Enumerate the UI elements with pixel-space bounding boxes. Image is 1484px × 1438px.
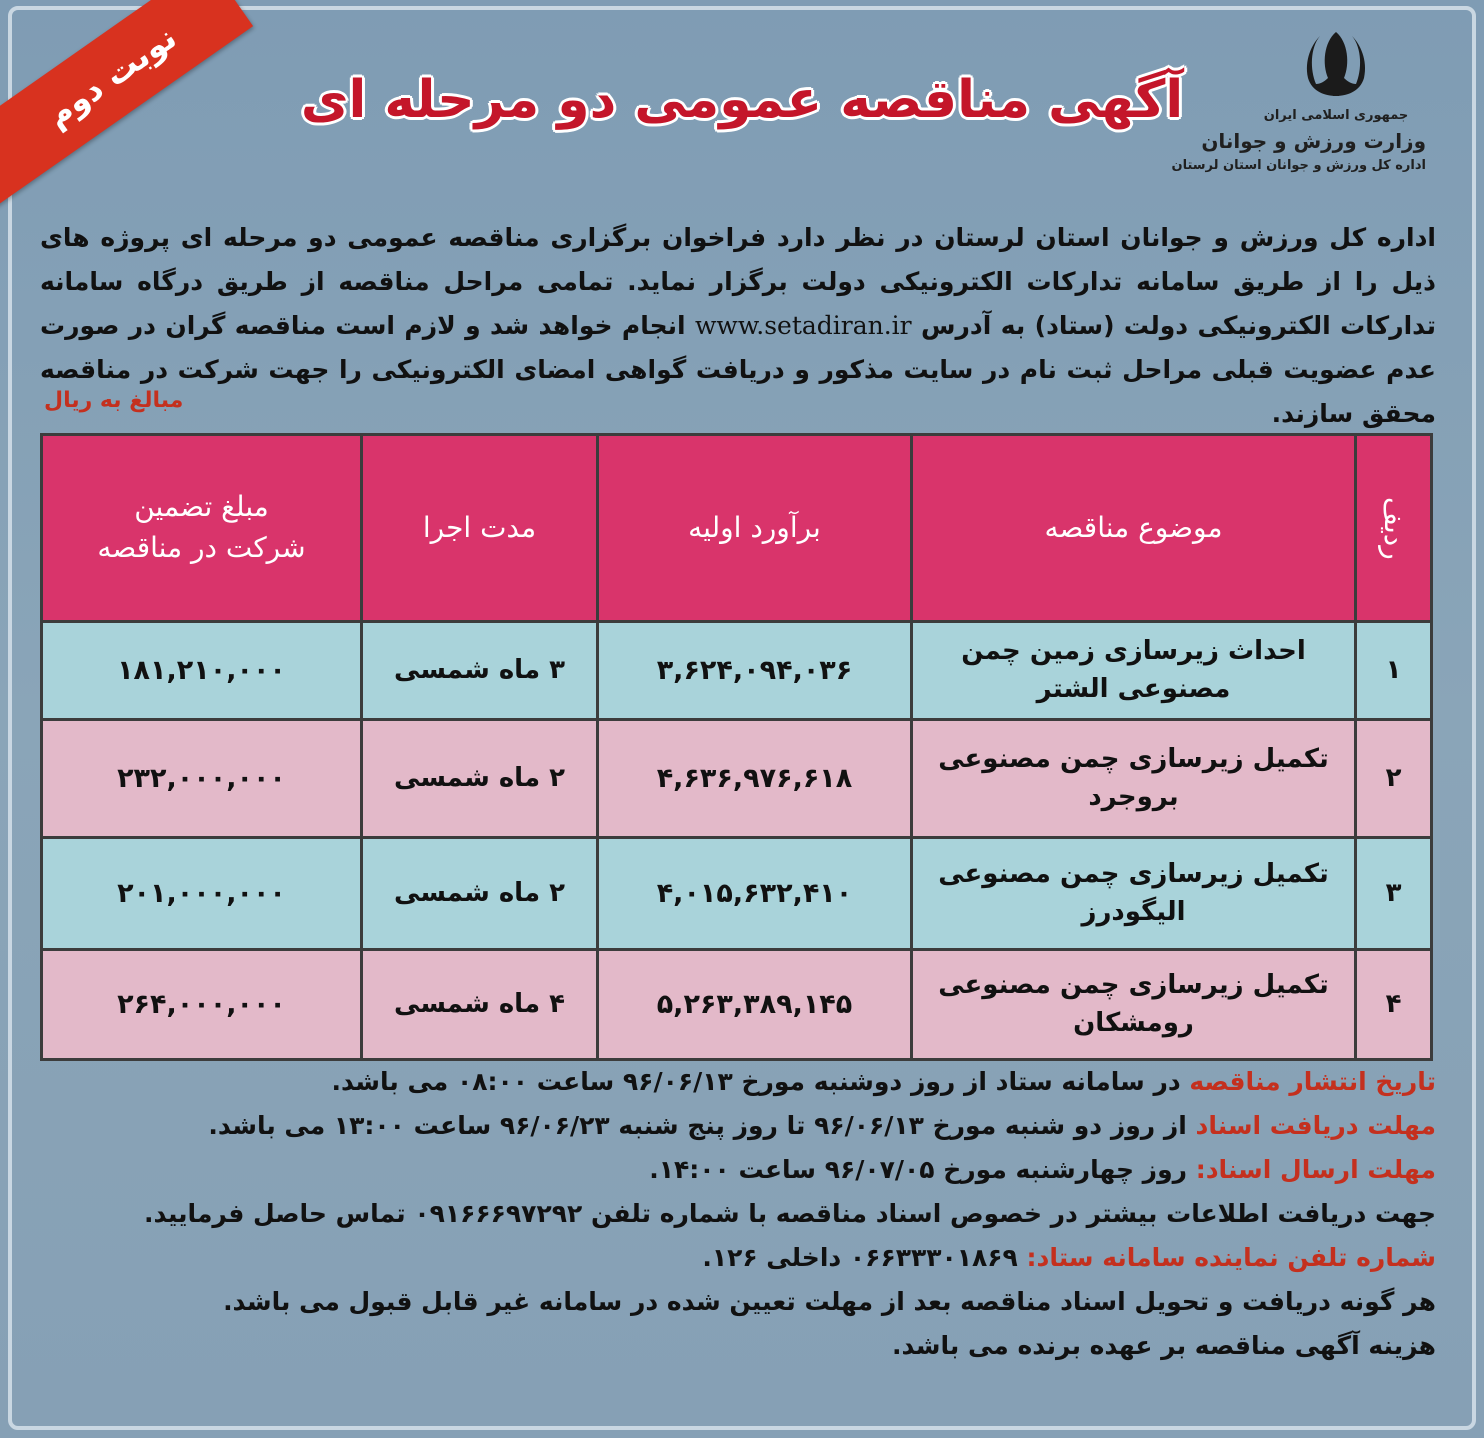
header-guarantee-line-1: مبلغ تضمین bbox=[134, 490, 269, 524]
setad-url-link[interactable]: www.setadiran.ir bbox=[695, 311, 912, 340]
receive-deadline-line bbox=[40, 1104, 1436, 1148]
table-header-row bbox=[42, 435, 1432, 622]
footer-details bbox=[40, 1060, 1436, 1368]
row-subject-line-1: تکمیل زیرسازی چمن مصنوعی bbox=[938, 969, 1329, 1000]
row-guarantee: ۱۸۱,۲۱۰,۰۰۰ bbox=[42, 622, 362, 720]
intro-part-2: انجام خواهد شد و لازم است مناقصه گران در صورت عدم عضویت قبلی مراحل ثبت نام در سایت مذکور و دریافت گواهی امضای الکترونیکی را جهت شرکت در مناقصه محقق سازند. bbox=[40, 311, 1436, 428]
info-line: جهت دریافت اطلاعات بیشتر در خصوص اسناد مناقصه با شماره تلفن ۰۹۱۶۶۶۹۷۲۹۲ تماس حاصل فرمایید. bbox=[144, 1199, 1436, 1228]
ribbon-text: نوبت دوم bbox=[39, 18, 184, 135]
iran-emblem-icon bbox=[1294, 26, 1378, 102]
header-row-number: ردیف bbox=[1356, 435, 1432, 622]
setad-label: شماره تلفن نماینده سامانه ستاد: bbox=[1026, 1243, 1436, 1272]
row-estimate: ۴,۰۱۵,۶۳۲,۴۱۰ bbox=[598, 838, 912, 950]
row-subject-line-2: مصنوعی الشتر bbox=[1036, 673, 1231, 704]
setad-phone-line bbox=[40, 1236, 1436, 1280]
table-row bbox=[42, 950, 1432, 1060]
row-estimate: ۴,۶۳۶,۹۷۶,۶۱۸ bbox=[598, 720, 912, 838]
table-row bbox=[42, 622, 1432, 720]
publish-label: تاریخ انتشار مناقصه bbox=[1189, 1067, 1436, 1096]
logo-line-3: اداره کل ورزش و جوانان استان لرستان bbox=[1171, 157, 1426, 173]
intro-paragraph bbox=[40, 216, 1436, 436]
header-subject: موضوع مناقصه bbox=[912, 435, 1356, 622]
receive-label: مهلت دریافت اسناد bbox=[1195, 1111, 1436, 1140]
logo-line-2: وزارت ورزش و جوانان bbox=[1201, 128, 1426, 153]
header-duration: مدت اجرا bbox=[362, 435, 598, 622]
row-subject-line-1: احداث زیرسازی زمین چمن bbox=[961, 635, 1306, 666]
receive-text: از روز دو شنبه مورخ ۹۶/۰۶/۱۳ تا روز پنج شنبه ۹۶/۰۶/۲۳ ساعت ۱۳:۰۰ می باشد. bbox=[208, 1111, 1187, 1140]
table-row bbox=[42, 720, 1432, 838]
send-label: مهلت ارسال اسناد: bbox=[1195, 1155, 1436, 1184]
setad-text: ۰۶۶۳۳۳۰۱۸۶۹ داخلی ۱۲۶. bbox=[702, 1243, 1018, 1272]
row-duration: ۳ ماه شمسی bbox=[362, 622, 598, 720]
row-number: ۲ bbox=[1356, 720, 1432, 838]
row-number: ۱ bbox=[1356, 622, 1432, 720]
page-title: آگهی مناقصه عمومی دو مرحله ای bbox=[300, 70, 1184, 130]
row-subject bbox=[912, 950, 1356, 1060]
table-row bbox=[42, 838, 1432, 950]
row-number: ۳ bbox=[1356, 838, 1432, 950]
row-duration: ۲ ماه شمسی bbox=[362, 720, 598, 838]
row-number: ۴ bbox=[1356, 950, 1432, 1060]
tender-table bbox=[40, 433, 1433, 1061]
row-subject-line-2: رومشکان bbox=[1073, 1007, 1194, 1038]
ad-cost-line: هزینه آگهی مناقصه بر عهده برنده می باشد. bbox=[891, 1331, 1436, 1360]
row-subject-line-2: بروجرد bbox=[1088, 781, 1179, 812]
row-subject-line-1: تکمیل زیرسازی چمن مصنوعی bbox=[938, 858, 1329, 889]
late-submission-line: هر گونه دریافت و تحویل اسناد مناقصه بعد از مهلت تعیین شده در سامانه غیر قابل قبول می باشد. bbox=[223, 1287, 1436, 1316]
row-subject-line-2: الیگودرز bbox=[1081, 896, 1186, 927]
row-guarantee: ۲۶۴,۰۰۰,۰۰۰ bbox=[42, 950, 362, 1060]
header-guarantee-line-2: شرکت در مناقصه bbox=[97, 531, 306, 564]
publish-date-line bbox=[40, 1060, 1436, 1104]
ministry-logo bbox=[1171, 26, 1426, 175]
publish-text: در سامانه ستاد از روز دوشنبه مورخ ۹۶/۰۶/۱۳ ساعت ۰۸:۰۰ می باشد. bbox=[331, 1067, 1181, 1096]
header-estimate: برآورد اولیه bbox=[598, 435, 912, 622]
send-deadline-line bbox=[40, 1148, 1436, 1192]
intro-part-1: اداره کل ورزش و جوانان استان لرستان در نظر دارد فراخوان برگزاری مناقصه عمومی دو مرحله ای پروژه های ذیل را از طریق سامانه تدارکات الکترونیکی دولت برگزار نماید. تمامی مراحل مناقصه از طریق درگاه سامانه تدارکات الکترونیکی دولت (ستاد) به آدرس bbox=[40, 223, 1436, 340]
row-subject bbox=[912, 720, 1356, 838]
unit-note: مبالغ به ریال bbox=[44, 388, 184, 413]
row-duration: ۲ ماه شمسی bbox=[362, 838, 598, 950]
row-estimate: ۵,۲۶۳,۳۸۹,۱۴۵ bbox=[598, 950, 912, 1060]
row-subject bbox=[912, 622, 1356, 720]
row-duration: ۴ ماه شمسی bbox=[362, 950, 598, 1060]
row-subject bbox=[912, 838, 1356, 950]
header-guarantee bbox=[42, 435, 362, 622]
row-guarantee: ۲۰۱,۰۰۰,۰۰۰ bbox=[42, 838, 362, 950]
send-text: روز چهارشنبه مورخ ۹۶/۰۷/۰۵ ساعت ۱۴:۰۰. bbox=[649, 1155, 1188, 1184]
row-subject-line-1: تکمیل زیرسازی چمن مصنوعی bbox=[938, 743, 1329, 774]
row-guarantee: ۲۳۲,۰۰۰,۰۰۰ bbox=[42, 720, 362, 838]
row-estimate: ۳,۶۲۴,۰۹۴,۰۳۶ bbox=[598, 622, 912, 720]
logo-line-1: جمهوری اسلامی ایران bbox=[1263, 108, 1409, 123]
